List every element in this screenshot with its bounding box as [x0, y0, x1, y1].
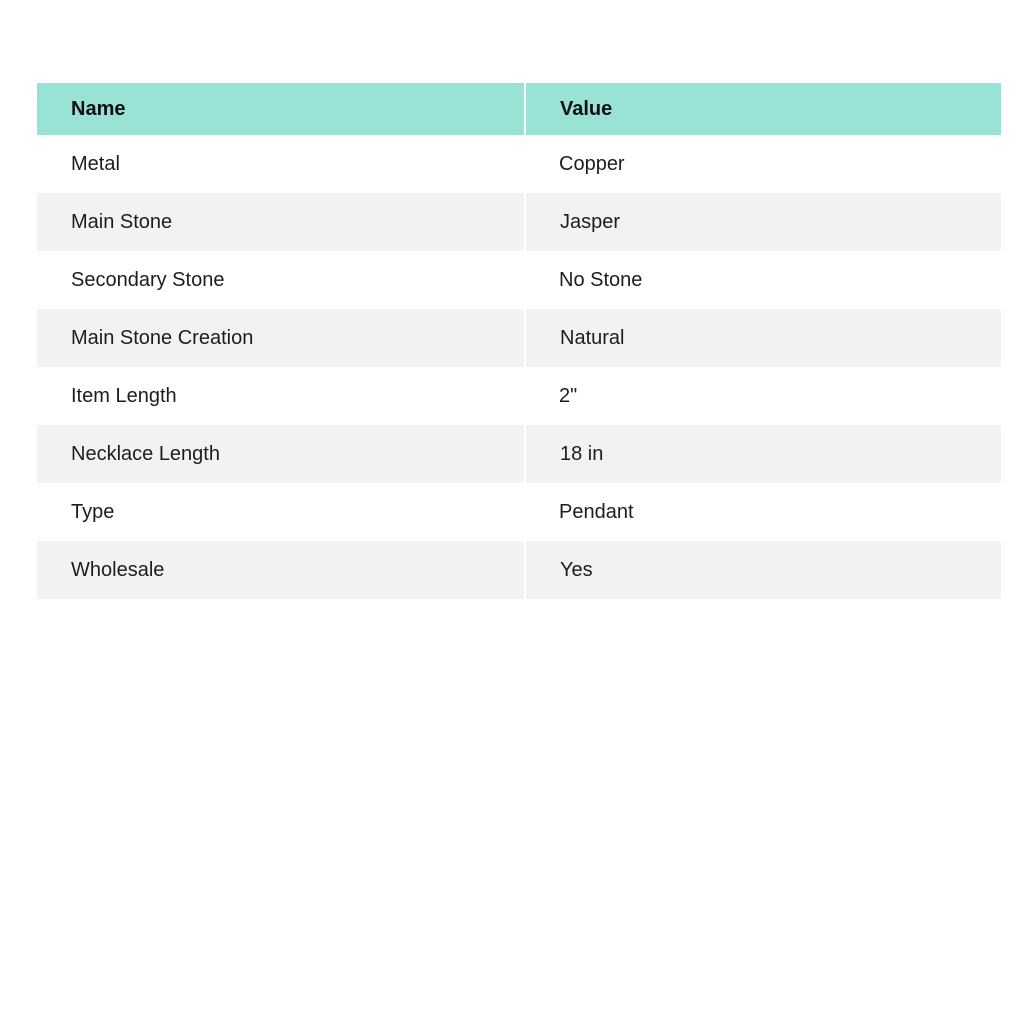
column-header-value: Value: [525, 83, 1001, 135]
attr-name: Necklace Length: [37, 425, 525, 483]
attr-name: Type: [71, 500, 115, 523]
table-row: [37, 309, 1001, 367]
attr-name: Metal: [71, 152, 120, 175]
attr-name: Main Stone: [37, 193, 525, 251]
table-row: [37, 135, 1001, 193]
table-row: [37, 541, 1001, 599]
attr-value: 18 in: [525, 425, 1001, 483]
column-header-name: Name: [37, 83, 525, 135]
attr-value: Copper: [559, 152, 625, 175]
table-row: [37, 367, 1001, 425]
attr-value: Yes: [525, 541, 1001, 599]
table-body: [37, 135, 1001, 599]
table-header: [37, 83, 1001, 135]
attr-value: No Stone: [559, 268, 643, 291]
attr-name: Main Stone Creation: [37, 309, 525, 367]
table-row: [37, 251, 1001, 309]
attr-value: Natural: [525, 309, 1001, 367]
attr-name: Secondary Stone: [71, 268, 225, 291]
product-attributes-table: [37, 83, 1001, 599]
attr-name: Wholesale: [37, 541, 525, 599]
attr-value: 2": [559, 384, 578, 407]
attr-name: Item Length: [71, 384, 177, 407]
table-row: [37, 483, 1001, 541]
table-row: [37, 193, 1001, 251]
header-row: [37, 83, 1001, 135]
table-row: [37, 425, 1001, 483]
attr-value: Jasper: [525, 193, 1001, 251]
attr-value: Pendant: [559, 500, 634, 523]
